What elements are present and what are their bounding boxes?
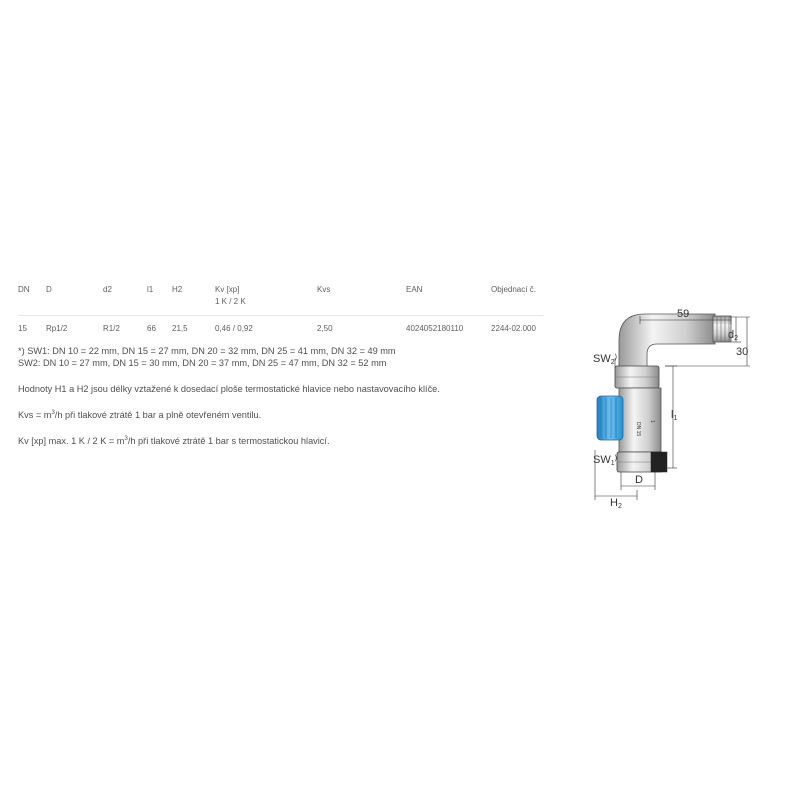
note-kvs-sup: 3 [51,410,55,416]
dim-59: 59 [677,308,690,320]
note-kvs-post: /h při tlakové ztrátě 1 bar a plně otevřeném ventilu. [54,410,262,420]
spec-table [18,283,543,338]
body-mark-dn: DN 15 [635,422,641,437]
note-kv-pre: Kv [xp] max. 1 K / 2 K = m [18,436,125,446]
dim-D: D [635,474,643,486]
dim-sw1: SW1) [593,454,617,467]
col-l1: l1 [147,283,172,316]
cell-order: 2244-02.000 [491,324,536,333]
dim-d2: d2 [728,329,739,342]
cell-ean: 4024052180110 [406,324,464,333]
cell-kvs: 2,50 [317,324,333,333]
note-kv [18,435,558,447]
table-header-row [18,283,543,316]
lower-thread [651,452,667,472]
col-kvs: Kvs [317,283,406,316]
dim-l1: l1 [671,409,678,422]
dim-30: 30 [736,346,749,358]
note-kv-post: /h při tlakové ztrátě 1 bar s termostatickou hlavicí. [127,436,330,446]
dim-sw2: SW2) [593,353,617,366]
dim-h2: H2 [610,497,622,510]
body-mark-arrow: 1 [649,420,655,423]
table-row [18,316,543,339]
valve-drawing [585,300,755,510]
col-order: Objednací č. [491,283,543,316]
col-d2: d2 [103,283,147,316]
cell-l1: 66 [147,324,156,333]
cell-kv: 0,46 / 0,92 [215,324,253,333]
note-kvs-pre: Kvs = m [18,410,52,420]
col-kv-label: Kv [xp] [215,285,240,294]
note-sw1: *) SW1: DN 10 = 22 mm, DN 15 = 27 mm, DN 20 = 32 mm, DN 25 = 41 mm, DN 32 = 49 mm [18,346,396,356]
col-dn: DN [18,283,46,316]
note-sw2: SW2: DN 10 = 27 mm, DN 15 = 30 mm, DN 20 = 37 mm, DN 25 = 47 mm, DN 32 = 52 mm [18,358,387,368]
cell-dn: 15 [18,324,27,333]
elbow-body [619,314,715,370]
cell-d2: R1/2 [103,324,120,333]
col-d: D [46,283,103,316]
note-kv-sup: 3 [124,436,128,442]
col-ean: EAN [406,283,491,316]
cell-d: Rp1/2 [46,324,68,333]
col-h2: H2 [172,283,215,316]
notes [18,345,558,447]
note-h-values: Hodnoty H1 a H2 jsou délky vztažené k dosedací ploše termostatické hlavice nebo nastavovacího klíče. [18,384,440,394]
cell-h2: 21,5 [172,324,188,333]
col-kv-sub: 1 K / 2 K [215,297,246,306]
blue-cap [597,396,623,440]
col-kv [215,283,317,316]
note-kvs [18,409,558,421]
